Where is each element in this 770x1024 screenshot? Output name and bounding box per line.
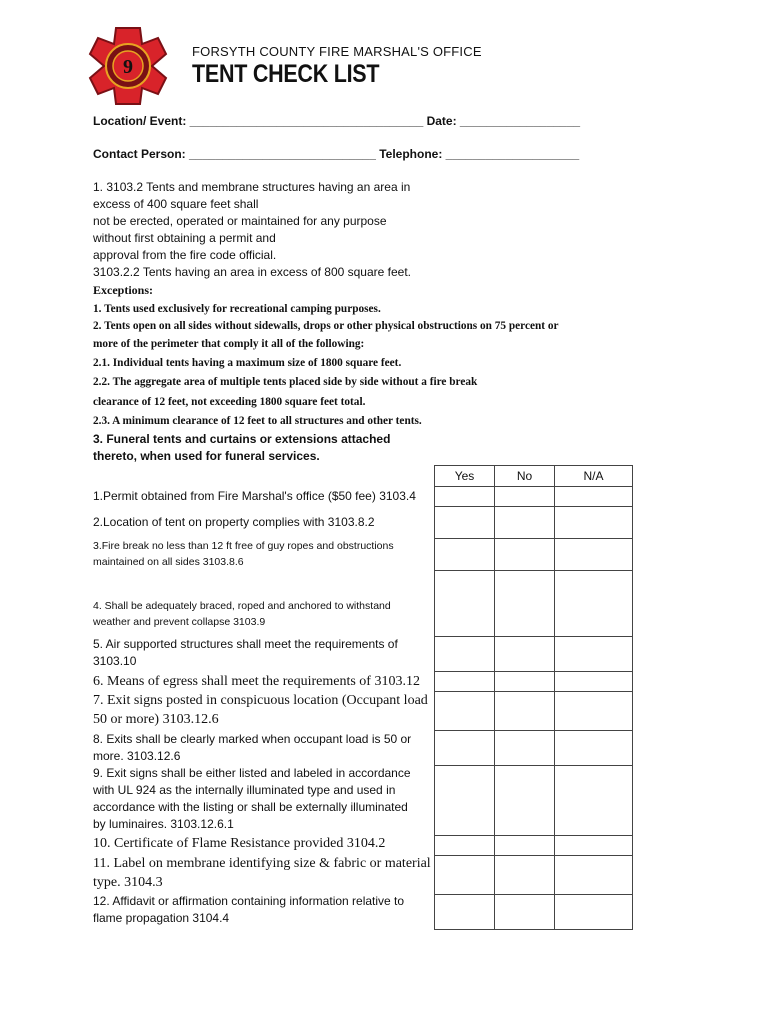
exception-line: clearance of 12 feet, not exceeding 1800 square feet total. [93, 396, 366, 408]
table-row [435, 637, 633, 672]
exception-line: 2.2. The aggregate area of multiple tents placed side by side without a fire break [93, 376, 478, 388]
exception-line: more of the perimeter that comply it all of the following: [93, 338, 365, 350]
checklist-item-membrane-label: 11. Label on membrane identifying size & fabric or material type. 3104.3 [93, 856, 431, 890]
checkbox-yes[interactable] [435, 487, 495, 507]
table-row [435, 487, 633, 507]
fire-marshal-badge-logo [88, 26, 168, 106]
checklist-item-location: 2.Location of tent on property complies with 3103.8.2 [93, 515, 375, 529]
table-row [435, 731, 633, 766]
checkbox-na[interactable] [555, 836, 633, 856]
checkbox-no[interactable] [495, 507, 555, 539]
checkbox-na[interactable] [555, 856, 633, 895]
checklist-item-affidavit: 12. Affidavit or affirmation containing information relative to flame propagation 3104.4 [93, 894, 405, 925]
location-date-field[interactable]: Location/ Event: ___________________________________ Date: __________________ [93, 114, 581, 128]
checkbox-yes[interactable] [435, 856, 495, 895]
checkbox-na[interactable] [555, 672, 633, 692]
checkbox-na[interactable] [555, 766, 633, 836]
checklist-item-egress: 6. Means of egress shall meet the requirements of 3103.12 [93, 674, 420, 689]
column-header-yes: Yes [435, 466, 495, 487]
checklist-item-exit-sign-listing: 9. Exit signs shall be either listed and labeled in accordance with UL 924 as the internally illuminated type and used in accordance with the listing or shall be externally illuminated by luminaires. 3103.12.6.1 [93, 766, 411, 831]
column-header-na: N/A [555, 466, 633, 487]
checkbox-yes[interactable] [435, 766, 495, 836]
table-row [435, 895, 633, 930]
checklist-item-fire-break: 3.Fire break no less than 12 ft free of guy ropes and obstructions maintained on all sides 3103.8.6 [93, 540, 394, 568]
permit-requirement-text: 1. 3103.2 Tents and membrane structures having an area in excess of 400 square feet shall not be erected, operated or maintained for any purpose without first obtaining a permit and approval from the fire code official. 3103.2.2 Tents having an area in excess of 800 square feet. [93, 180, 411, 279]
checklist-item-air-supported: 5. Air supported structures shall meet the requirements of 3103.10 [93, 637, 398, 668]
checkbox-yes[interactable] [435, 836, 495, 856]
checkbox-no[interactable] [495, 895, 555, 930]
checkbox-no[interactable] [495, 487, 555, 507]
table-row [435, 856, 633, 895]
table-row [435, 836, 633, 856]
contact-telephone-field[interactable]: Contact Person: ____________________________ Telephone: ____________________ [93, 147, 580, 161]
checklist-item-exits-marked: 8. Exits shall be clearly marked when occupant load is 50 or more. 3103.12.6 [93, 732, 412, 763]
checkbox-no[interactable] [495, 766, 555, 836]
exception-line: 2.3. A minimum clearance of 12 feet to all structures and other tents. [93, 415, 422, 427]
checkbox-no[interactable] [495, 836, 555, 856]
table-row [435, 766, 633, 836]
exception-line: 2. Tents open on all sides without sidewalls, drops or other physical obstructions on 75 percent or [93, 320, 559, 332]
checkbox-no[interactable] [495, 637, 555, 672]
checklist-table [434, 465, 633, 930]
checkbox-yes[interactable] [435, 507, 495, 539]
table-row [435, 692, 633, 731]
checkbox-yes[interactable] [435, 571, 495, 637]
checklist-item-flame-certificate: 10. Certificate of Flame Resistance provided 3104.2 [93, 836, 386, 851]
checkbox-no[interactable] [495, 539, 555, 571]
checkbox-yes[interactable] [435, 731, 495, 766]
checkbox-no[interactable] [495, 672, 555, 692]
badge-number: 9 [123, 56, 133, 78]
page-title: TENT CHECK LIST [192, 60, 380, 88]
column-header-no: No [495, 466, 555, 487]
checkbox-na[interactable] [555, 571, 633, 637]
checklist-item-permit: 1.Permit obtained from Fire Marshal's office ($50 fee) 3103.4 [93, 489, 416, 503]
checkbox-na[interactable] [555, 539, 633, 571]
exceptions-heading: Exceptions: [93, 283, 153, 297]
table-row [435, 571, 633, 637]
checkbox-no[interactable] [495, 731, 555, 766]
exception-line: 1. Tents used exclusively for recreational camping purposes. [93, 303, 381, 315]
table-row [435, 672, 633, 692]
checkbox-yes[interactable] [435, 637, 495, 672]
checkbox-na[interactable] [555, 507, 633, 539]
checkbox-na[interactable] [555, 637, 633, 672]
checkbox-yes[interactable] [435, 672, 495, 692]
exception-line: 2.1. Individual tents having a maximum size of 1800 square feet. [93, 357, 402, 369]
checkbox-yes[interactable] [435, 895, 495, 930]
office-name: FORSYTH COUNTY FIRE MARSHAL'S OFFICE [192, 44, 482, 59]
checkbox-na[interactable] [555, 692, 633, 731]
checklist-item-exit-signs: 7. Exit signs posted in conspicuous location (Occupant load 50 or more) 3103.12.6 [93, 693, 428, 727]
checkbox-no[interactable] [495, 692, 555, 731]
checkbox-no[interactable] [495, 571, 555, 637]
checkbox-na[interactable] [555, 895, 633, 930]
checkbox-no[interactable] [495, 856, 555, 895]
checkbox-yes[interactable] [435, 692, 495, 731]
checkbox-na[interactable] [555, 487, 633, 507]
checkbox-na[interactable] [555, 731, 633, 766]
table-row [435, 539, 633, 571]
funeral-tents-exception: 3. Funeral tents and curtains or extensions attached thereto, when used for funeral services. [93, 432, 391, 463]
table-header-row [435, 466, 633, 487]
table-row [435, 507, 633, 539]
checkbox-yes[interactable] [435, 539, 495, 571]
checklist-item-bracing: 4. Shall be adequately braced, roped and anchored to withstand weather and prevent collapse 3103.9 [93, 600, 391, 628]
